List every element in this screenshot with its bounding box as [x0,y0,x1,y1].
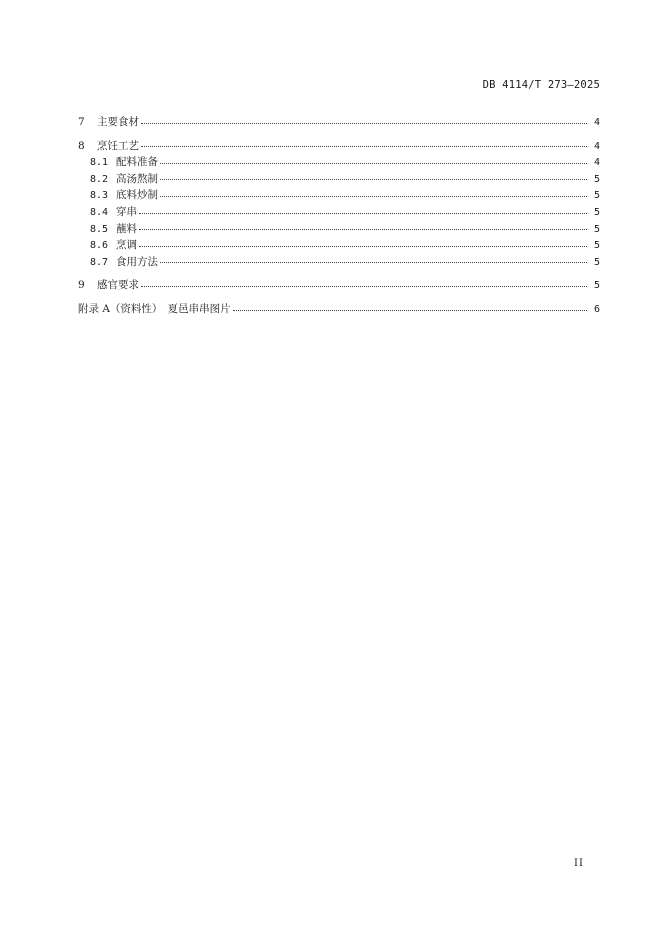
toc-entry-title: 蘸料 [116,222,137,235]
toc-entry-title: 烹调 [116,239,137,252]
toc-entry-title: 配料准备 [116,156,158,169]
toc-entry-number: 8.5 [90,223,109,235]
dot-leader [139,245,587,247]
toc-entry-8-4[interactable] [78,204,600,221]
toc-entry-number: 8.2 [90,173,109,185]
toc-entry-title: 高汤熬制 [116,172,158,185]
toc-entry-appendix-a[interactable] [78,301,600,318]
table-of-contents [78,114,600,318]
toc-entry-number: 7 [78,116,85,128]
toc-entry-page: 4 [593,140,600,152]
dot-leader [139,228,587,230]
dot-leader [141,285,587,287]
dot-leader [233,309,587,311]
toc-entry-8-7[interactable] [78,254,600,271]
toc-entry-page: 5 [593,173,600,185]
toc-entry-page: 5 [593,223,600,235]
toc-entry-title: 穿串 [116,205,137,218]
toc-entry-page: 4 [593,117,600,128]
toc-entry-page: 4 [593,157,600,169]
toc-entry-8-3[interactable] [78,187,600,204]
dot-leader [141,145,587,147]
toc-entry-8-5[interactable] [78,221,600,238]
toc-entry-page: 5 [593,256,600,268]
toc-entry-7[interactable] [78,114,600,131]
document-code: DB 4114/T 273—2025 [482,79,600,91]
toc-entry-title: 烹饪工艺 [97,139,139,152]
toc-entry-title: 附录 A（资料性） 夏邑串串图片 [78,302,231,315]
toc-entry-number: 8.3 [90,190,109,202]
page-number: II [574,858,584,869]
dot-leader [160,162,587,164]
dot-leader [160,261,587,263]
toc-entry-title: 主要食材 [97,116,139,128]
toc-entry-number: 8.1 [90,157,109,169]
toc-entry-8-2[interactable] [78,171,600,188]
toc-entry-title: 感官要求 [97,279,139,292]
dot-leader [139,212,587,214]
toc-entry-number: 8.6 [90,240,109,252]
toc-entry-8-1[interactable] [78,154,600,171]
toc-entry-title: 食用方法 [116,255,158,268]
dot-leader [141,122,587,124]
toc-entry-number: 8.7 [90,256,109,268]
toc-entry-page: 6 [593,303,600,315]
toc-entry-8-6[interactable] [78,237,600,254]
toc-entry-title: 底料炒制 [116,189,158,202]
dot-leader [160,178,587,180]
toc-entry-page: 5 [593,190,600,202]
toc-entry-9[interactable] [78,277,600,294]
toc-entry-page: 5 [593,206,600,218]
toc-entry-number: 8.4 [90,206,109,218]
dot-leader [160,195,587,197]
toc-entry-number: 9 [78,279,85,292]
toc-entry-page: 5 [593,280,600,292]
toc-entry-page: 5 [593,240,600,252]
toc-entry-number: 8 [78,139,85,152]
toc-entry-8[interactable] [78,138,600,155]
